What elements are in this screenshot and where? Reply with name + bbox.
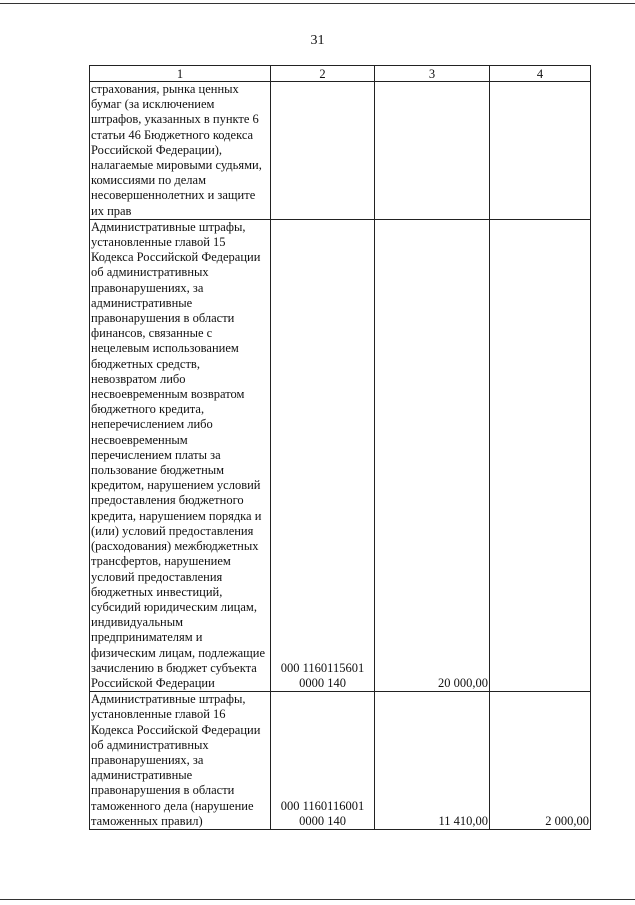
page-number: 31 bbox=[310, 33, 325, 48]
row-amount-col4 bbox=[490, 82, 591, 220]
column-header-4: 4 bbox=[490, 66, 591, 82]
row-amount-col4: 2 000,00 bbox=[490, 692, 591, 830]
scan-edge-bottom bbox=[0, 899, 635, 900]
row-code: 000 1160115601 0000 140 bbox=[271, 219, 375, 691]
table-row bbox=[90, 692, 591, 830]
row-description: Административные штрафы, установленные главой 16 Кодекса Российской Федерации об административных правонарушениях, за административные правонарушения в области таможенного дела (нарушение таможенных правил) bbox=[90, 692, 271, 830]
row-amount-col4 bbox=[490, 219, 591, 691]
column-header-2: 2 bbox=[271, 66, 375, 82]
row-amount-col3 bbox=[375, 82, 490, 220]
row-amount-col3: 20 000,00 bbox=[375, 219, 490, 691]
table-header-row bbox=[90, 66, 591, 82]
row-code: 000 1160116001 0000 140 bbox=[271, 692, 375, 830]
row-amount-col3: 11 410,00 bbox=[375, 692, 490, 830]
row-code bbox=[271, 82, 375, 220]
row-description: страхования, рынка ценных бумаг (за исключением штрафов, указанных в пункте 6 статьи 46 Бюджетного кодекса Российской Федерации), налагаемые мировыми судьями, комиссиями по делам несовершеннолетних и защите их прав bbox=[90, 82, 271, 220]
scan-edge-top bbox=[0, 3, 635, 4]
table-row bbox=[90, 82, 591, 220]
column-header-1: 1 bbox=[90, 66, 271, 82]
budget-table bbox=[89, 65, 591, 830]
column-header-3: 3 bbox=[375, 66, 490, 82]
row-description: Административные штрафы, установленные главой 15 Кодекса Российской Федерации об административных правонарушениях, за административные правонарушения в области финансов, связанные с нецелевым использованием бюджетных средств, невозвратом либо несвоевременным возвратом бюджетного кредита, неперечислением либо несвоевременным перечислением платы за пользование бюджетным кредитом, нарушением условий предоставления бюджетного кредита, нарушением порядка и (или) условий предоставления (расходования) межбюджетных трансфертов, нарушением условий предоставления бюджетных инвестиций, субсидий юридическим лицам, индивидуальным предпринимателям и физическим лицам, подлежащие зачислению в бюджет субъекта Российской Федерации bbox=[90, 219, 271, 691]
table-row bbox=[90, 219, 591, 691]
